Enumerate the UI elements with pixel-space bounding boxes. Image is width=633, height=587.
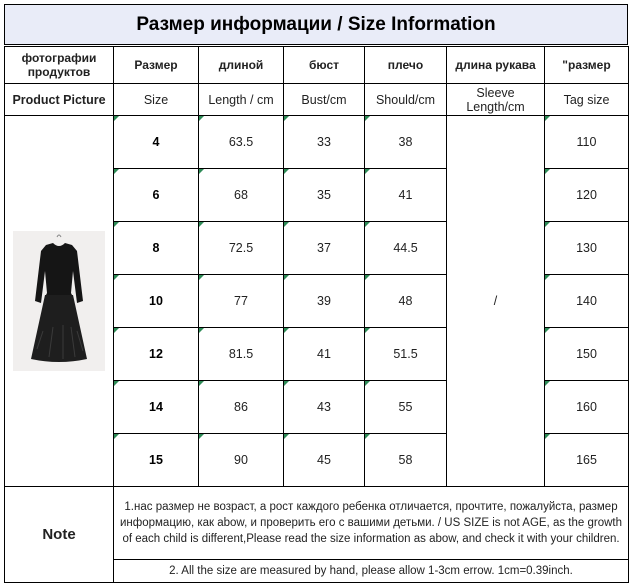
size-cell: 4 xyxy=(114,116,199,169)
product-picture-cell xyxy=(5,116,114,487)
cell-marker xyxy=(199,275,204,280)
note-row xyxy=(5,487,629,560)
cell-marker xyxy=(114,222,119,227)
cell-marker xyxy=(199,328,204,333)
length-cell: 63.5 xyxy=(199,116,284,169)
bust-cell: 39 xyxy=(284,275,365,328)
cell-marker xyxy=(114,169,119,174)
tag-size-cell: 120 xyxy=(545,169,629,222)
tag-size-cell: 130 xyxy=(545,222,629,275)
header-size: Size xyxy=(114,84,199,116)
bust-cell: 45 xyxy=(284,434,365,487)
length-cell: 86 xyxy=(199,381,284,434)
length-cell: 72.5 xyxy=(199,222,284,275)
page-title: Размер информации / Size Information xyxy=(4,4,628,45)
note-label: Note xyxy=(5,487,114,583)
bust-cell: 41 xyxy=(284,328,365,381)
cell-marker xyxy=(199,381,204,386)
cell-marker xyxy=(545,169,550,174)
cell-marker xyxy=(545,381,550,386)
header-sleeve: Sleeve Length/cm xyxy=(447,84,545,116)
length-cell: 77 xyxy=(199,275,284,328)
cell-marker xyxy=(284,381,289,386)
tag-size-cell: 165 xyxy=(545,434,629,487)
table-row xyxy=(5,116,629,169)
cell-marker xyxy=(199,116,204,121)
dress-icon xyxy=(13,231,105,371)
size-cell: 15 xyxy=(114,434,199,487)
shoulder-cell: 44.5 xyxy=(365,222,447,275)
header-length-ru: длиной xyxy=(199,47,284,84)
bust-cell: 35 xyxy=(284,169,365,222)
cell-marker xyxy=(114,434,119,439)
cell-marker xyxy=(114,116,119,121)
cell-marker xyxy=(365,328,370,333)
size-table xyxy=(4,46,629,583)
cell-marker xyxy=(365,275,370,280)
header-product-picture: Product Picture xyxy=(5,84,114,116)
cell-marker xyxy=(284,275,289,280)
size-cell: 10 xyxy=(114,275,199,328)
cell-marker xyxy=(114,275,119,280)
shoulder-cell: 41 xyxy=(365,169,447,222)
shoulder-cell: 58 xyxy=(365,434,447,487)
length-cell: 68 xyxy=(199,169,284,222)
cell-marker xyxy=(284,116,289,121)
tag-size-cell: 160 xyxy=(545,381,629,434)
cell-marker xyxy=(284,169,289,174)
cell-marker xyxy=(365,116,370,121)
cell-marker xyxy=(284,222,289,227)
bust-cell: 43 xyxy=(284,381,365,434)
header-sleeve-ru: длина рукава xyxy=(447,47,545,84)
cell-marker xyxy=(365,169,370,174)
cell-marker xyxy=(545,222,550,227)
shoulder-cell: 55 xyxy=(365,381,447,434)
tag-size-cell: 140 xyxy=(545,275,629,328)
shoulder-cell: 51.5 xyxy=(365,328,447,381)
shoulder-cell: 48 xyxy=(365,275,447,328)
length-cell: 81.5 xyxy=(199,328,284,381)
cell-marker xyxy=(365,434,370,439)
bust-cell: 33 xyxy=(284,116,365,169)
header-tag-size: Tag size xyxy=(545,84,629,116)
note-line-1: 1.нас размер не возраст, а рост каждого ребенка отличается, прочтите, пожалуйста, размер информацию, как abow, и проверить его с вашими детьми. / US SIZE is not AGE, as the growth of each child is different,Please read the size information as abow, and check it with your children. xyxy=(114,487,629,560)
note-line-2: 2. All the size are measured by hand, please allow 1-3cm errow. 1cm=0.39inch. xyxy=(114,560,629,583)
header-shoulder-ru: плечо xyxy=(365,47,447,84)
header-row-ru xyxy=(5,47,629,84)
cell-marker xyxy=(545,275,550,280)
sleeve-cell: / xyxy=(447,116,545,487)
cell-marker xyxy=(199,222,204,227)
cell-marker xyxy=(545,116,550,121)
shoulder-cell: 38 xyxy=(365,116,447,169)
header-shoulder: Should/cm xyxy=(365,84,447,116)
size-cell: 6 xyxy=(114,169,199,222)
cell-marker xyxy=(545,328,550,333)
cell-marker xyxy=(365,381,370,386)
size-cell: 8 xyxy=(114,222,199,275)
cell-marker xyxy=(284,328,289,333)
tag-size-cell: 150 xyxy=(545,328,629,381)
length-cell: 90 xyxy=(199,434,284,487)
tag-size-cell: 110 xyxy=(545,116,629,169)
cell-marker xyxy=(365,222,370,227)
header-row-en xyxy=(5,84,629,116)
header-tag-ru: "размер xyxy=(545,47,629,84)
header-bust-ru: бюст xyxy=(284,47,365,84)
header-product-picture-ru: фотографии продуктов xyxy=(5,47,114,84)
cell-marker xyxy=(114,381,119,386)
header-size-ru: Размер xyxy=(114,47,199,84)
cell-marker xyxy=(199,434,204,439)
header-length: Length / cm xyxy=(199,84,284,116)
cell-marker xyxy=(114,328,119,333)
product-photo xyxy=(13,231,105,371)
cell-marker xyxy=(284,434,289,439)
cell-marker xyxy=(545,434,550,439)
cell-marker xyxy=(199,169,204,174)
header-bust: Bust/cm xyxy=(284,84,365,116)
bust-cell: 37 xyxy=(284,222,365,275)
size-cell: 14 xyxy=(114,381,199,434)
size-cell: 12 xyxy=(114,328,199,381)
